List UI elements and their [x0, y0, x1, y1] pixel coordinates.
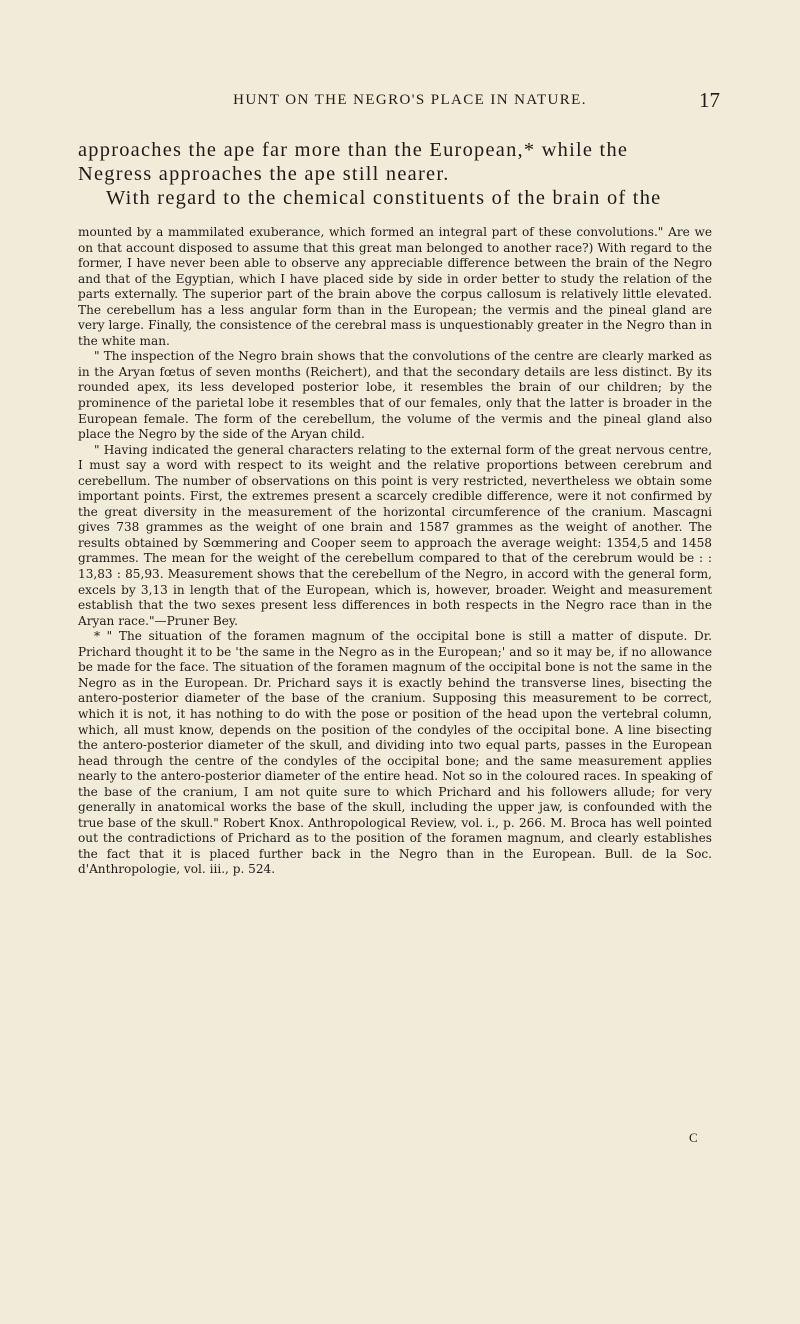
footnote-paragraph: " The inspection of the Negro brain shows that the convolutions of the centre are clearly marked as in the Aryan fœtus of seven months (Reichert), and that the secondary details are less distinct. By its rounded apex, its less developed posterior lobe, it resembles the brain of our children; by the prominence of the parietal lobe it resembles that of our females, only that the latter is broader in the European female. The form of the cerebellum, the volume of the vermis and the pineal gland also place the Negro by the side of the Aryan child. — [78, 349, 712, 442]
main-text — [78, 139, 712, 210]
footnotes — [78, 225, 712, 878]
main-text-line: With regard to the chemical constituents of the brain of the — [106, 186, 662, 209]
footnote-paragraph: " Having indicated the general characters relating to the external form of the great nervous centre, I must say a word with respect to its weight and the relative proportions between cerebrum and cerebellum. The number of observations on this point is very restricted, nevertheless we obtain some important points. First, the extremes present a scarcely credible difference, were it not confirmed by the great diversity in the measurement of the horizontal circumference of the cranium. Mascagni gives 738 grammes as the weight of one brain and 1587 grammes as the weight of another. The results obtained by Sœmmering and Cooper seem to approach the average weight: 1354,5 and 1458 grammes. The mean for the weight of the cerebellum compared to that of the cerebrum would be : : 13,83 : 85,93. Measurement shows that the cerebellum of the Negro, in accord with the general form, excels by 3,13 in length that of the European, which is, however, broader. Weight and measurement establish that the two sexes present less differences in both respects in the Negro race than in the Aryan race."—Pruner Bey. — [78, 442, 712, 628]
page-header — [170, 88, 720, 116]
page-number: 17 — [699, 88, 720, 112]
footnote-paragraph: * " The situation of the foramen magnum of the occipital bone is still a matter of dispute. Dr. Prichard thought it to be 'the same in the Negro as in the European;' and so it may be, if no allowance be made for the face. The situation of the foramen magnum of the occipital bone is not the same in the Negro as in the European. Dr. Prichard says it is exactly behind the transverse lines, bisecting the antero-posterior diameter of the base of the cranium. Supposing this measurement to be correct, which it is not, it has nothing to do with the pose or position of the head upon the vertebral column, which, all must know, depends on the position of the condyles of the occipital bone. A line bisecting the antero-posterior diameter of the skull, and dividing into two equal parts, passes in the European head through the centre of the condyles of the occipital bone; and the same measurement applies nearly to the antero-posterior diameter of the entire head. Not so in the coloured races. In speaking of the base of the cranium, I am not quite sure to which Prichard and his followers allude; for very generally in anatomical works the base of the skull, including the upper jaw, is confounded with the true base of the skull." Robert Knox. Anthropological Review, vol. i., p. 266. M. Broca has well pointed out the contradictions of Prichard as to the position of the foramen magnum, and clearly establishes the fact that it is placed further back in the Negro than in the European. Bull. de la Soc. d'Anthropologie, vol. iii., p. 524. — [78, 629, 712, 877]
signature-mark: C — [689, 1130, 698, 1145]
running-title: HUNT ON THE NEGRO'S PLACE IN NATURE. — [233, 92, 587, 108]
footnote-paragraph: mounted by a mammilated exuberance, which formed an integral part of these convolutions." Are we on that account disposed to assume that this great man belonged to another race?) With regard to the former, I have never been able to observe any appreciable difference between the brain of the Negro and that of the Egyptian, which I have placed side by side in order better to study the relation of the parts externally. The superior part of the brain above the corpus callosum is relatively little elevated. The cerebellum has a less angular form than in the European; the vermis and the pineal gland are very large. Finally, the consistence of the cerebral mass is unquestionably greater in the Negro than in the white man. — [78, 225, 712, 348]
main-text-line: approaches the ape far more than the European,* while the — [78, 139, 629, 161]
main-text-line: Negress approaches the ape still nearer. — [78, 162, 450, 185]
